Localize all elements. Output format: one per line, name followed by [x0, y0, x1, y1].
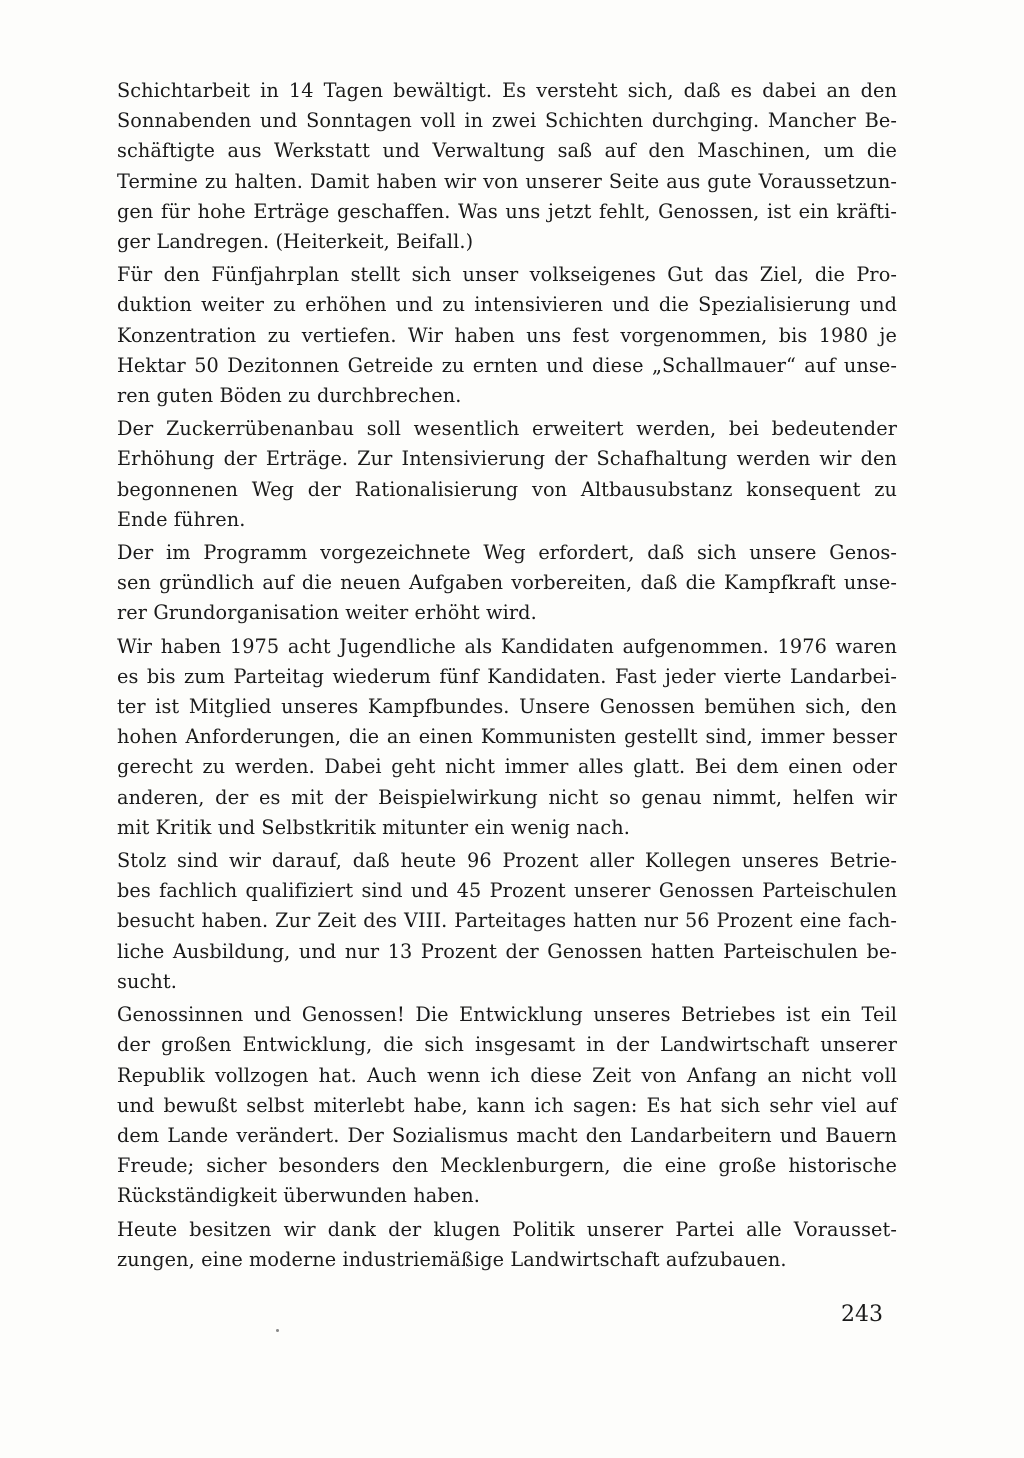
text-line: zungen, eine moderne industriemäßige Landwirtschaft aufzubauen.	[117, 1247, 787, 1271]
text-line: liche Ausbildung, und nur 13 Prozent der Genossen hatten Parteischulen be-	[117, 939, 897, 963]
text-line: gen für hohe Erträge geschaffen. Was uns jetzt fehlt, Genossen, ist ein kräfti-	[117, 199, 897, 223]
body-text	[117, 76, 897, 1278]
text-line: Hektar 50 Dezitonnen Getreide zu ernten und diese „Schallmauer“ auf unse-	[117, 353, 897, 377]
text-line: Republik vollzogen hat. Auch wenn ich diese Zeit von Anfang an nicht voll	[117, 1063, 897, 1087]
paragraph	[117, 260, 897, 411]
paragraph	[117, 538, 897, 629]
print-speck	[276, 1329, 279, 1332]
text-line: Für den Fünfjahrplan stellt sich unser volkseigenes Gut das Ziel, die Pro-	[117, 263, 897, 287]
text-line: Termine zu halten. Damit haben wir von unserer Seite aus gute Voraussetzun-	[117, 169, 897, 193]
text-line: rer Grundorganisation weiter erhöht wird.	[117, 601, 537, 625]
text-line: Heute besitzen wir dank der klugen Politik unserer Partei alle Vorausset-	[117, 1217, 897, 1241]
text-line: Konzentration zu vertiefen. Wir haben uns fest vorgenommen, bis 1980 je	[117, 323, 897, 347]
text-line: Wir haben 1975 acht Jugendliche als Kandidaten aufgenommen. 1976 waren	[117, 634, 897, 658]
paragraph	[117, 846, 897, 997]
paragraph	[117, 414, 897, 535]
page-number: 243	[841, 1302, 883, 1327]
text-line: Erhöhung der Erträge. Zur Intensivierung der Schafhaltung werden wir den	[117, 447, 897, 471]
text-line: duktion weiter zu erhöhen und zu intensivieren und die Spezialisierung und	[117, 293, 897, 317]
text-line: Genossinnen und Genossen! Die Entwicklung unseres Betriebes ist ein Teil	[117, 1003, 897, 1027]
text-line: schäftigte aus Werkstatt und Verwaltung saß auf den Maschinen, um die	[117, 139, 897, 163]
paragraph	[117, 632, 897, 843]
paragraph	[117, 1000, 897, 1211]
text-line: hohen Anforderungen, die an einen Kommunisten gestellt sind, immer besser	[117, 725, 897, 749]
text-line: der großen Entwicklung, die sich insgesamt in der Landwirtschaft unserer	[117, 1033, 897, 1057]
text-line: bes fachlich qualifiziert sind und 45 Prozent unserer Genossen Parteischulen	[117, 879, 897, 903]
text-line: anderen, der es mit der Beispielwirkung nicht so genau nimmt, helfen wir	[117, 785, 897, 809]
text-line: gerecht zu werden. Dabei geht nicht immer alles glatt. Bei dem einen oder	[117, 755, 897, 779]
paragraph	[117, 1215, 897, 1275]
text-line: ter ist Mitglied unseres Kampfbundes. Unsere Genossen bemühen sich, den	[117, 695, 897, 719]
text-line: Freude; sicher besonders den Mecklenburgern, die eine große historische	[117, 1154, 897, 1178]
text-line: ger Landregen. (Heiterkeit, Beifall.)	[117, 230, 474, 254]
text-line: Schichtarbeit in 14 Tagen bewältigt. Es versteht sich, daß es dabei an den	[117, 79, 897, 102]
text-line: Ende führen.	[117, 507, 246, 531]
text-line: Rückständigkeit überwunden haben.	[117, 1184, 480, 1208]
text-line: besucht haben. Zur Zeit des VIII. Parteitages hatten nur 56 Prozent eine fach-	[117, 909, 897, 933]
text-line: Der im Programm vorgezeichnete Weg erfordert, daß sich unsere Genos-	[117, 541, 897, 565]
text-line: Der Zuckerrübenanbau soll wesentlich erweitert werden, bei bedeutender	[117, 417, 897, 441]
text-line: ren guten Böden zu durchbrechen.	[117, 384, 462, 408]
text-line: begonnenen Weg der Rationalisierung von Altbausubstanz konsequent zu	[117, 477, 897, 501]
text-line: es bis zum Parteitag wiederum fünf Kandidaten. Fast jeder vierte Landarbei-	[117, 664, 897, 688]
text-line: sucht.	[117, 969, 177, 993]
paragraph	[117, 76, 897, 257]
text-line: dem Lande verändert. Der Sozialismus macht den Landarbeitern und Bauern	[117, 1123, 897, 1147]
text-line: Sonnabenden und Sonntagen voll in zwei Schichten durchging. Mancher Be-	[117, 109, 897, 133]
text-line: und bewußt selbst miterlebt habe, kann ich sagen: Es hat sich sehr viel auf	[117, 1093, 897, 1117]
text-line: mit Kritik und Selbstkritik mitunter ein wenig nach.	[117, 815, 630, 839]
text-line: Stolz sind wir darauf, daß heute 96 Prozent aller Kollegen unseres Betrie-	[117, 849, 897, 873]
text-line: sen gründlich auf die neuen Aufgaben vorbereiten, daß die Kampfkraft unse-	[117, 571, 897, 595]
